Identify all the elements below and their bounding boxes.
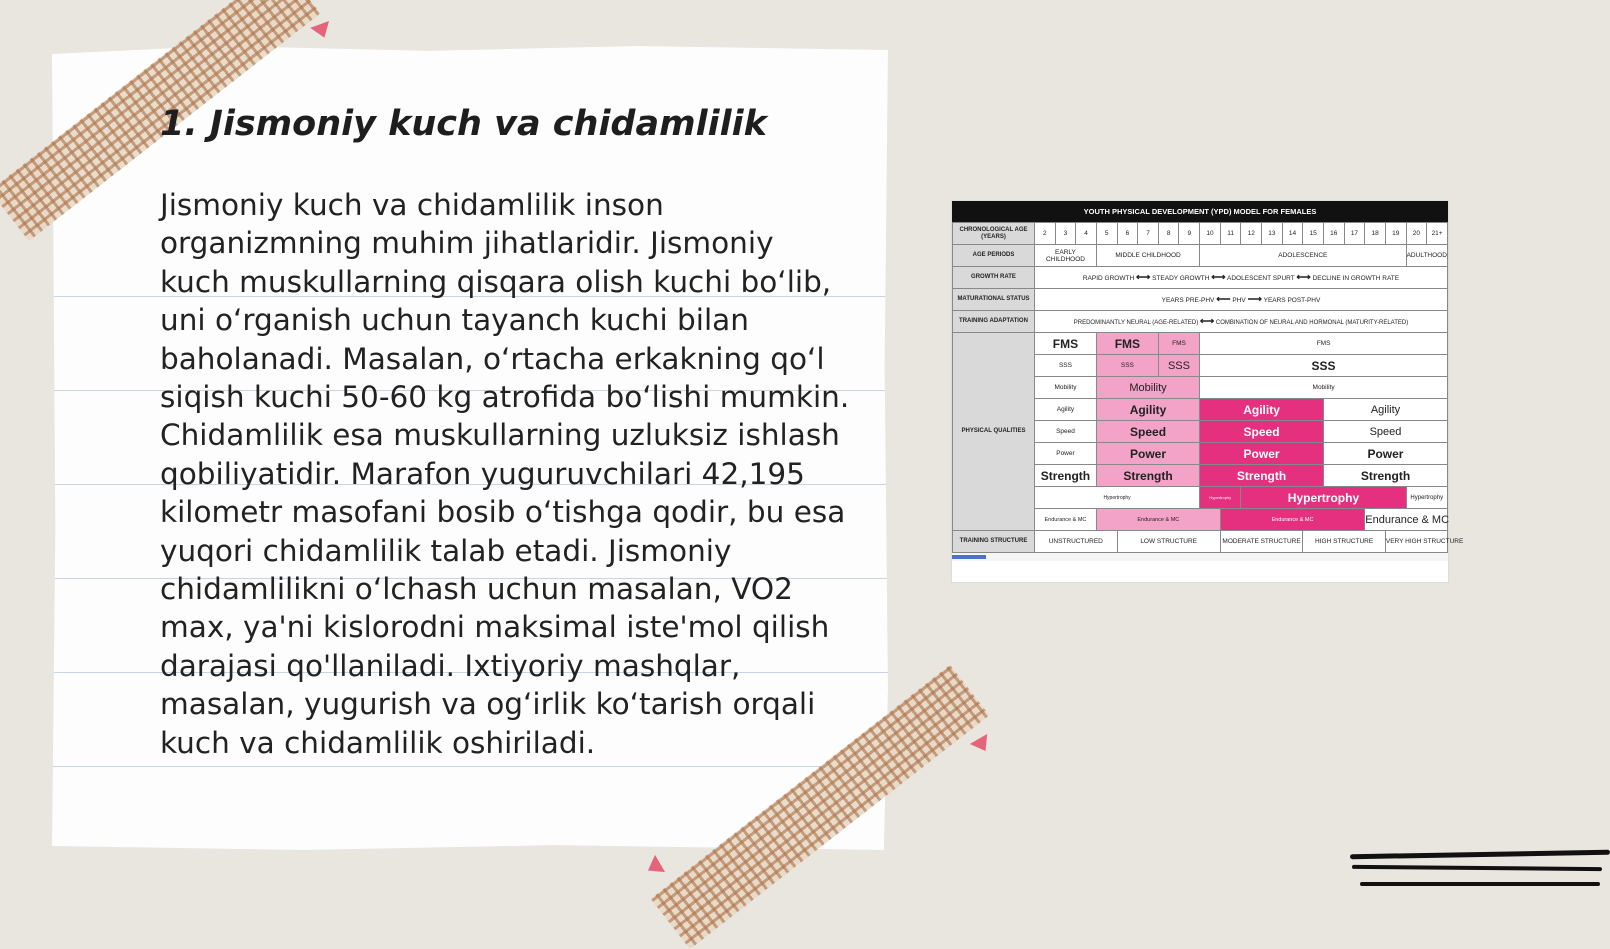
quality-cell: Mobility: [1200, 377, 1448, 399]
quality-cell: SSS: [1158, 355, 1199, 377]
quality-row-fms: [953, 333, 1448, 355]
age-cell: 10: [1200, 223, 1221, 245]
quality-cell: Strength: [1096, 465, 1199, 487]
age-cell: 11: [1220, 223, 1241, 245]
left-arrow-icon: ⟵: [1216, 294, 1231, 305]
age-cell: 18: [1365, 223, 1386, 245]
adaptation-cell: [1035, 311, 1448, 333]
quality-cell: Agility: [1096, 399, 1199, 421]
quality-cell: Power: [1200, 443, 1324, 465]
age-cell: 16: [1323, 223, 1344, 245]
age-cell: 3: [1055, 223, 1076, 245]
age-cell: 17: [1344, 223, 1365, 245]
quality-cell: FMS: [1035, 333, 1097, 355]
quality-cell: Power: [1035, 443, 1097, 465]
ypd-label: MATURATIONAL STATUS: [953, 289, 1035, 311]
quality-cell: Power: [1323, 443, 1447, 465]
growth-phase: STEADY GROWTH: [1152, 275, 1210, 282]
quality-cell: Agility: [1035, 399, 1097, 421]
quality-cell: Hypertrophy: [1035, 487, 1200, 509]
ypd-row-age: [953, 223, 1448, 245]
age-cell: 7: [1138, 223, 1159, 245]
ypd-label: CHRONOLOGICAL AGE (YEARS): [953, 223, 1035, 245]
ypd-label: TRAINING STRUCTURE: [953, 531, 1035, 553]
quality-cell: SSS: [1096, 355, 1158, 377]
growth-phase: DECLINE IN GROWTH RATE: [1312, 275, 1400, 282]
double-arrow-icon: ⟷: [1211, 272, 1226, 283]
double-arrow-icon: ⟷: [1135, 272, 1151, 283]
quality-cell: Mobility: [1035, 377, 1097, 399]
age-cell: 12: [1241, 223, 1262, 245]
maturation-phase: YEARS PRE-PHV: [1161, 297, 1215, 304]
quality-cell: Agility: [1323, 399, 1447, 421]
ypd-row-periods: [953, 245, 1448, 267]
period-cell: ADULTHOOD: [1406, 245, 1447, 267]
quality-cell: Hypertrophy: [1241, 487, 1406, 509]
structure-cell: LOW STRUCTURE: [1117, 531, 1220, 553]
quality-cell: FMS: [1200, 333, 1448, 355]
quality-cell: Speed: [1323, 421, 1447, 443]
age-cell: 5: [1096, 223, 1117, 245]
quality-cell: Endurance & MC: [1035, 509, 1097, 531]
quality-cell: Strength: [1200, 465, 1324, 487]
adaptation-phase: PREDOMINANTLY NEURAL (AGE-RELATED): [1073, 320, 1199, 326]
age-cell: 21+: [1427, 223, 1448, 245]
maturation-phase: YEARS POST-PHV: [1263, 297, 1321, 304]
age-cell: 9: [1179, 223, 1200, 245]
paper-line: [52, 766, 888, 767]
quality-cell: FMS: [1096, 333, 1158, 355]
double-arrow-icon: ⟷: [1296, 272, 1311, 283]
brush-stroke: [1350, 850, 1610, 860]
structure-cell: HIGH STRUCTURE: [1303, 531, 1386, 553]
structure-cell: VERY HIGH STRUCTURE: [1385, 531, 1447, 553]
age-cell: 15: [1303, 223, 1324, 245]
adaptation-phase: COMBINATION OF NEURAL AND HORMONAL (MATURITY-RELATED): [1215, 320, 1409, 326]
quality-cell: Hypertrophy: [1200, 487, 1241, 509]
age-cell: 19: [1385, 223, 1406, 245]
right-arrow-icon: ⟶: [1247, 294, 1262, 305]
ypd-footer-strip: [952, 553, 1448, 561]
slide-body-text: Jismoniy kuch va chidamlilik inson organizmning muhim jihatlaridir. Jismoniy kuch muskullarning qisqara olish kuchi bo‘lib, uni o‘rganish uchun tayanch kuchi bilan baholanadi. Masalan, o‘rtacha erkakning qo‘l siqish kuchi 50-60 kg atrofida bo‘lishi mumkin. Chidamlilik esa muskullarning uzluksiz ishlash qobiliyatidir. Marafon yuguruvchilari 42,195 kilometr masofani bosib o‘tishga qodir, bu esa yuqori chidamlilik talab etadi. Jismoniy chidamlilikni o‘lchash uchun masalan, VO2 max, ya'ni kislorodni maksimal iste'mol qilish darajasi qo'llaniladi. Ixtiyoriy mashqlar, masalan, yugurish va og‘irlik ko‘tarish orqali kuch va chidamlilik oshiriladi.: [160, 188, 850, 760]
age-cell: 14: [1282, 223, 1303, 245]
tape-end-accent: [310, 21, 334, 41]
quality-cell: Agility: [1200, 399, 1324, 421]
quality-cell: FMS: [1158, 333, 1199, 355]
ypd-label: PHYSICAL QUALITIES: [953, 333, 1035, 531]
ypd-footer-accent: [952, 555, 986, 559]
quality-cell: Strength: [1035, 465, 1097, 487]
quality-cell: Speed: [1096, 421, 1199, 443]
age-cell: 8: [1158, 223, 1179, 245]
quality-cell: Mobility: [1096, 377, 1199, 399]
ypd-label: AGE PERIODS: [953, 245, 1035, 267]
quality-cell: SSS: [1035, 355, 1097, 377]
age-cell: 20: [1406, 223, 1427, 245]
age-cell: 6: [1117, 223, 1138, 245]
maturation-cell: [1035, 289, 1448, 311]
quality-cell: Endurance & MC: [1365, 509, 1448, 531]
ypd-row-adaptation: [953, 311, 1448, 333]
ypd-model-table: [951, 200, 1464, 583]
ypd-grid: [952, 222, 1464, 553]
ypd-label: GROWTH RATE: [953, 267, 1035, 289]
age-cell: 13: [1262, 223, 1283, 245]
quality-cell: SSS: [1200, 355, 1448, 377]
quality-cell: Endurance & MC: [1220, 509, 1364, 531]
period-cell: MIDDLE CHILDHOOD: [1096, 245, 1199, 267]
tape-end-accent: [970, 734, 994, 756]
brush-stroke: [1352, 865, 1602, 871]
growth-cell: [1035, 267, 1448, 289]
age-cell: 2: [1035, 223, 1056, 245]
ypd-label: TRAINING ADAPTATION: [953, 311, 1035, 333]
growth-phase: RAPID GROWTH: [1082, 275, 1135, 282]
maturation-phase: PHV: [1232, 297, 1246, 304]
quality-cell: Power: [1096, 443, 1199, 465]
double-arrow-icon: ⟷: [1199, 316, 1215, 327]
period-cell: ADOLESCENCE: [1200, 245, 1406, 267]
brush-stroke: [1360, 882, 1600, 886]
quality-cell: Hypertrophy: [1406, 487, 1447, 509]
quality-cell: Strength: [1323, 465, 1447, 487]
growth-phase: ADOLESCENT SPURT: [1227, 275, 1295, 282]
age-cell: 4: [1076, 223, 1097, 245]
quality-cell: Speed: [1200, 421, 1324, 443]
ypd-row-structure: [953, 531, 1448, 553]
structure-cell: UNSTRUCTURED: [1035, 531, 1118, 553]
slide-title: 1. Jismoniy kuch va chidamlilik: [160, 104, 767, 144]
structure-cell: MODERATE STRUCTURE: [1220, 531, 1303, 553]
ypd-row-maturation: [953, 289, 1448, 311]
quality-cell: Endurance & MC: [1096, 509, 1220, 531]
period-cell: EARLY CHILDHOOD: [1035, 245, 1097, 267]
ypd-title: YOUTH PHYSICAL DEVELOPMENT (YPD) MODEL FOR FEMALES: [952, 201, 1448, 222]
ypd-row-growth: [953, 267, 1448, 289]
quality-cell: Speed: [1035, 421, 1097, 443]
tape-end-accent: [643, 855, 665, 879]
